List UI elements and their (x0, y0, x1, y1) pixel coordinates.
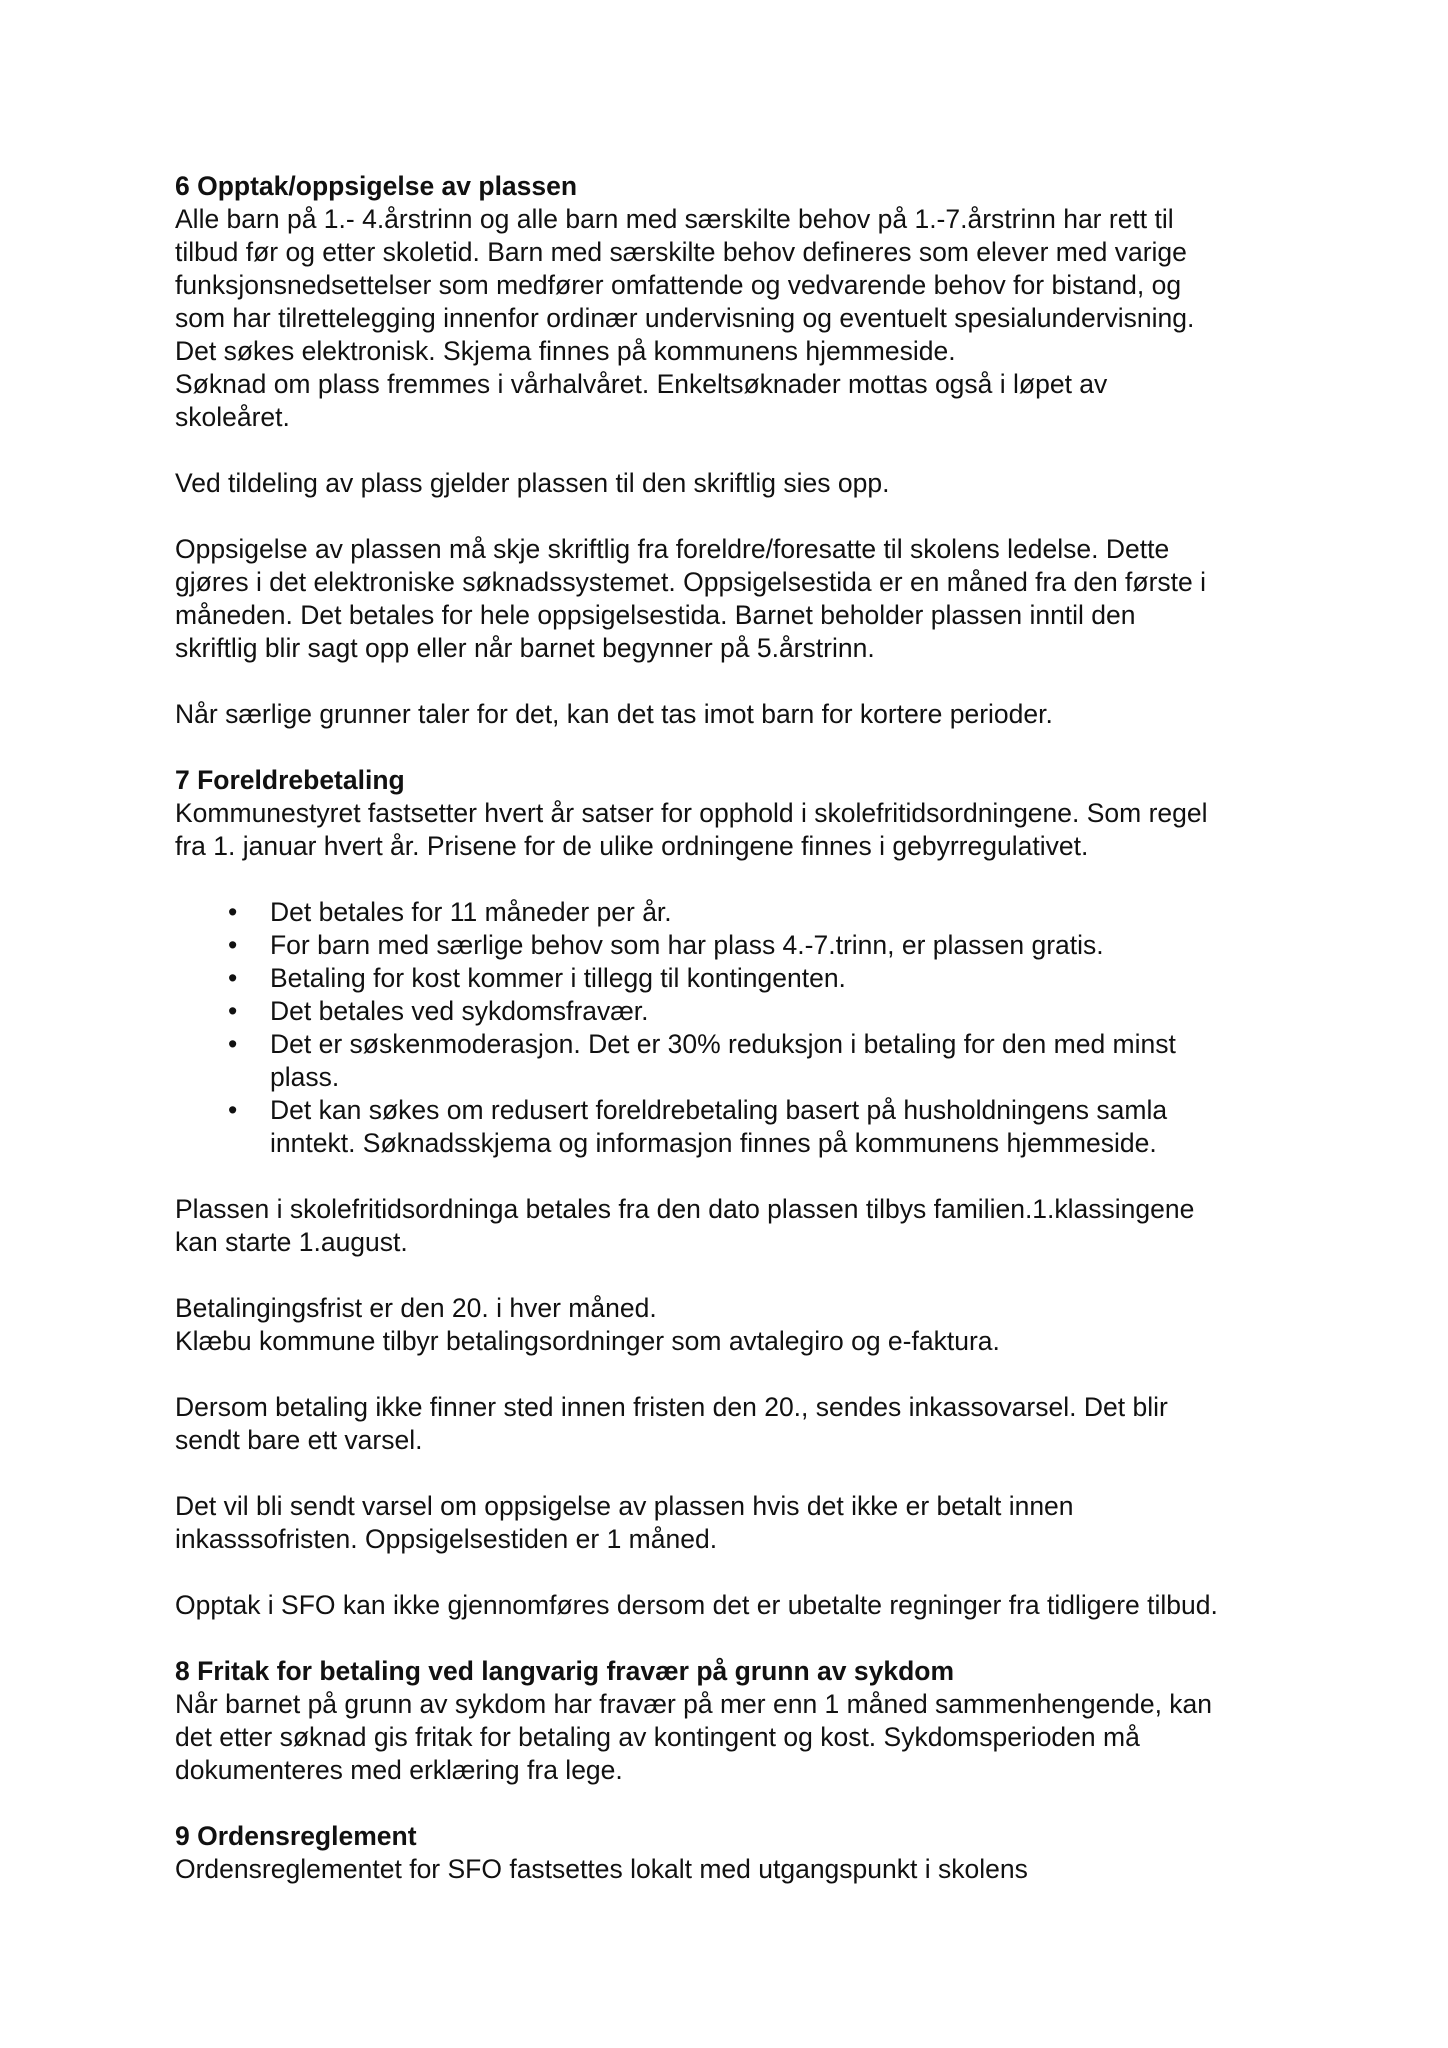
paragraph (175, 1490, 1305, 1556)
list-item (175, 995, 1305, 1028)
text-line: Det betales ved sykdomsfravær. (270, 996, 649, 1026)
text-line: Når særlige grunner taler for det, kan det tas imot barn for kortere perioder. (175, 699, 1053, 729)
text-line: dokumenteres med erklæring fra lege. (175, 1755, 623, 1785)
bullet-icon: • (228, 1029, 238, 1059)
list-item (175, 929, 1305, 962)
paragraph (175, 1193, 1305, 1259)
section-7 (175, 764, 1305, 1622)
paragraph (175, 1589, 1305, 1622)
text-line: Det kan søkes om redusert foreldrebetaling basert på husholdningens samla (270, 1095, 1168, 1125)
list-item (175, 962, 1305, 995)
list-item (175, 896, 1305, 929)
bullet-icon: • (228, 1095, 238, 1125)
text-line: Oppsigelse av plassen må skje skriftlig fra foreldre/foresatte til skolens ledelse. Dette (175, 534, 1170, 564)
paragraph (175, 467, 1305, 500)
text-line: gjøres i det elektroniske søknadssystemet. Oppsigelsestida er en måned fra den første i (175, 567, 1207, 597)
text-line: plass. (270, 1062, 340, 1092)
bullet-icon: • (228, 897, 238, 927)
text-line: fra 1. januar hvert år. Prisene for de ulike ordningene finnes i gebyrregulativet. (175, 831, 1089, 861)
text-line: Alle barn på 1.- 4.årstrinn og alle barn med særskilte behov på 1.-7.årstrinn har rett til (175, 204, 1174, 234)
text-line: Søknad om plass fremmes i vårhalvåret. Enkeltsøknader mottas også i løpet av (175, 369, 1108, 399)
text-line: måneden. Det betales for hele oppsigelsestida. Barnet beholder plassen inntil den (175, 600, 1136, 630)
bullet-list (175, 896, 1305, 1160)
bullet-icon: • (228, 930, 238, 960)
text-line: Ved tildeling av plass gjelder plassen til den skriftlig sies opp. (175, 468, 890, 498)
document-page (175, 170, 1305, 1886)
list-item (175, 1028, 1305, 1094)
text-line: skoleåret. (175, 402, 290, 432)
text-line: Dersom betaling ikke finner sted innen fristen den 20., sendes inkassovarsel. Det blir (175, 1392, 1168, 1422)
text-line: sendt bare ett varsel. (175, 1425, 423, 1455)
paragraph (175, 203, 1305, 434)
section-6 (175, 170, 1305, 731)
text-line: Det vil bli sendt varsel om oppsigelse av plassen hvis det ikke er betalt innen (175, 1491, 1074, 1521)
text-line: inkasssofristen. Oppsigelsestiden er 1 måned. (175, 1524, 718, 1554)
text-line: Betalingingsfrist er den 20. i hver måned. (175, 1293, 657, 1323)
section-heading: 9 Ordensreglement (175, 1821, 417, 1851)
text-line: skriftlig blir sagt opp eller når barnet begynner på 5.årstrinn. (175, 633, 875, 663)
text-line: kan starte 1.august. (175, 1227, 408, 1257)
text-line: Klæbu kommune tilbyr betalingsordninger som avtalegiro og e-faktura. (175, 1326, 1000, 1356)
section-9 (175, 1820, 1305, 1886)
paragraph (175, 698, 1305, 731)
text-line: Ordensreglementet for SFO fastsettes lokalt med utgangspunkt i skolens (175, 1854, 1028, 1884)
text-line: som har tilrettelegging innenfor ordinær undervisning og eventuelt spesialundervisning. (175, 303, 1195, 333)
text-line: Plassen i skolefritidsordninga betales fra den dato plassen tilbys familien.1.klassingene (175, 1194, 1195, 1224)
text-line: Opptak i SFO kan ikke gjennomføres dersom det er ubetalte regninger fra tidligere tilbud. (175, 1590, 1218, 1620)
bullet-icon: • (228, 996, 238, 1026)
text-line: funksjonsnedsettelser som medfører omfattende og vedvarende behov for bistand, og (175, 270, 1182, 300)
text-line: Det søkes elektronisk. Skjema finnes på kommunens hjemmeside. (175, 336, 956, 366)
text-line: Det er søskenmoderasjon. Det er 30% reduksjon i betaling for den med minst (270, 1029, 1176, 1059)
paragraph (175, 1688, 1305, 1787)
section-8 (175, 1655, 1305, 1787)
paragraph (175, 1391, 1305, 1457)
text-line: Det betales for 11 måneder per år. (270, 897, 672, 927)
text-line: tilbud før og etter skoletid. Barn med særskilte behov defineres som elever med varige (175, 237, 1187, 267)
text-line: Betaling for kost kommer i tillegg til kontingenten. (270, 963, 846, 993)
section-heading: 8 Fritak for betaling ved langvarig fravær på grunn av sykdom (175, 1656, 955, 1686)
list-item (175, 1094, 1305, 1160)
paragraph (175, 533, 1305, 665)
paragraph (175, 797, 1305, 863)
paragraph (175, 1292, 1305, 1358)
bullet-icon: • (228, 963, 238, 993)
text-line: Kommunestyret fastsetter hvert år satser for opphold i skolefritidsordningene. Som regel (175, 798, 1208, 828)
text-line: Når barnet på grunn av sykdom har fravær på mer enn 1 måned sammenhengende, kan (175, 1689, 1213, 1719)
text-line: det etter søknad gis fritak for betaling av kontingent og kost. Sykdomsperioden må (175, 1722, 1140, 1752)
paragraph (175, 1853, 1305, 1886)
text-line: For barn med særlige behov som har plass 4.-7.trinn, er plassen gratis. (270, 930, 1104, 960)
section-heading: 6 Opptak/oppsigelse av plassen (175, 171, 578, 201)
section-heading: 7 Foreldrebetaling (175, 765, 405, 795)
text-line: inntekt. Søknadsskjema og informasjon finnes på kommunens hjemmeside. (270, 1128, 1157, 1158)
